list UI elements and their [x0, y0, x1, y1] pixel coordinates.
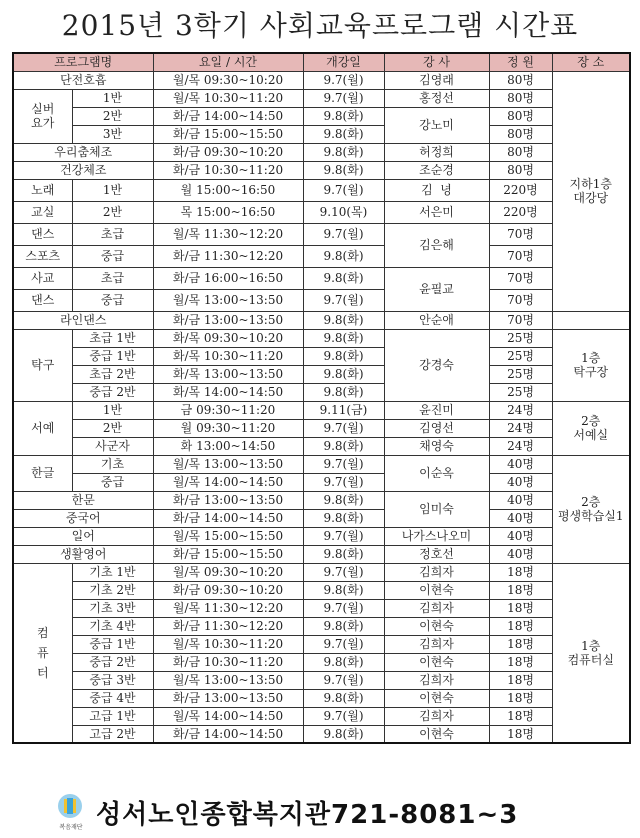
program-sub: 중급 2반	[72, 383, 153, 401]
col-header-program: 프로그램명	[13, 53, 153, 71]
time-cell: 월/목 13:00~13:50	[153, 671, 303, 689]
time-cell: 화/금 15:00~15:50	[153, 545, 303, 563]
teacher-cell: 서은미	[384, 201, 489, 223]
time-cell: 월/목 09:30~10:20	[153, 563, 303, 581]
time-cell: 월/목 11:30~12:20	[153, 223, 303, 245]
table-row	[13, 125, 630, 143]
time-cell: 화 13:00~14:50	[153, 437, 303, 455]
capacity-cell: 18명	[489, 617, 552, 635]
date-cell: 9.8(화)	[303, 545, 384, 563]
program-name: 건강체조	[13, 161, 153, 179]
teacher-cell: 김은해	[384, 223, 489, 267]
capacity-cell: 24명	[489, 419, 552, 437]
location-room: 탁구장	[573, 365, 609, 379]
time-cell: 월/목 10:30~11:20	[153, 89, 303, 107]
table-row	[13, 107, 630, 125]
date-cell: 9.7(월)	[303, 179, 384, 201]
date-cell: 9.7(월)	[303, 71, 384, 89]
teacher-cell: 홍정선	[384, 89, 489, 107]
date-cell: 9.7(월)	[303, 223, 384, 245]
date-cell: 9.8(화)	[303, 491, 384, 509]
table-row	[13, 201, 630, 223]
program-group: 탁구	[13, 329, 72, 401]
table-row	[13, 329, 630, 347]
location-floor: 1층	[581, 351, 601, 365]
location-room: 서예실	[573, 428, 609, 442]
location-floor: 지하1층	[569, 177, 612, 191]
time-cell: 화/금 13:00~13:50	[153, 491, 303, 509]
program-sub: 중급	[72, 245, 153, 267]
time-cell: 화/금 11:30~12:20	[153, 245, 303, 267]
date-cell: 9.8(화)	[303, 437, 384, 455]
teacher-cell: 김영래	[384, 71, 489, 89]
table-row	[13, 267, 630, 289]
time-cell: 화/금 14:00~14:50	[153, 725, 303, 743]
capacity-cell: 25명	[489, 329, 552, 347]
capacity-cell: 80명	[489, 161, 552, 179]
col-header-teacher: 강 사	[384, 53, 489, 71]
time-cell: 월/목 13:00~13:50	[153, 455, 303, 473]
program-sub: 초급	[72, 223, 153, 245]
time-cell: 월/목 14:00~14:50	[153, 473, 303, 491]
time-cell: 화/목 14:00~14:50	[153, 383, 303, 401]
program-sub: 기초	[72, 455, 153, 473]
teacher-cell: 조순경	[384, 161, 489, 179]
location-cell	[552, 563, 630, 743]
table-row	[13, 509, 630, 527]
time-cell: 화/금 09:30~10:20	[153, 143, 303, 161]
program-group: 스포츠	[13, 245, 72, 267]
program-group	[13, 89, 72, 143]
teacher-cell: 정호선	[384, 545, 489, 563]
teacher-cell: 강경숙	[384, 329, 489, 401]
table-row	[13, 563, 630, 581]
table-row	[13, 161, 630, 179]
teacher-cell: 이현숙	[384, 617, 489, 635]
table-row	[13, 419, 630, 437]
teacher-cell: 김희자	[384, 563, 489, 581]
table-row	[13, 491, 630, 509]
date-cell: 9.8(화)	[303, 617, 384, 635]
time-cell: 화/금 14:00~14:50	[153, 107, 303, 125]
program-sub: 3반	[72, 125, 153, 143]
capacity-cell: 18명	[489, 653, 552, 671]
capacity-cell: 18명	[489, 671, 552, 689]
date-cell: 9.7(월)	[303, 527, 384, 545]
time-cell: 화/목 09:30~10:20	[153, 329, 303, 347]
col-header-time: 요일 / 시간	[153, 53, 303, 71]
capacity-cell: 24명	[489, 437, 552, 455]
location-room: 컴퓨터실	[567, 652, 614, 667]
program-group: 교실	[13, 201, 72, 223]
date-cell: 9.7(월)	[303, 599, 384, 617]
location-cell	[552, 71, 630, 311]
time-cell: 화/금 13:00~13:50	[153, 311, 303, 329]
location-floor: 1층	[581, 638, 601, 653]
program-sub: 2반	[72, 419, 153, 437]
date-cell: 9.8(화)	[303, 161, 384, 179]
time-cell: 화/금 14:00~14:50	[153, 509, 303, 527]
program-sub: 중급 4반	[72, 689, 153, 707]
capacity-cell: 24명	[489, 401, 552, 419]
col-header-location: 장 소	[552, 53, 630, 71]
teacher-cell: 윤필교	[384, 267, 489, 311]
teacher-cell: 이현숙	[384, 653, 489, 671]
date-cell: 9.7(월)	[303, 89, 384, 107]
capacity-cell: 25명	[489, 383, 552, 401]
program-name: 일어	[13, 527, 153, 545]
capacity-cell: 40명	[489, 455, 552, 473]
time-cell: 월/목 13:00~13:50	[153, 289, 303, 311]
date-cell: 9.7(월)	[303, 707, 384, 725]
teacher-cell: 김 녕	[384, 179, 489, 201]
location-cell	[552, 401, 630, 455]
time-cell: 금 09:30~11:20	[153, 401, 303, 419]
time-cell: 월 15:00~16:50	[153, 179, 303, 201]
date-cell: 9.8(화)	[303, 383, 384, 401]
date-cell: 9.11(금)	[303, 401, 384, 419]
date-cell: 9.7(월)	[303, 473, 384, 491]
program-sub: 기초 4반	[72, 617, 153, 635]
time-cell: 월/목 09:30~10:20	[153, 71, 303, 89]
time-cell: 월/목 15:00~15:50	[153, 527, 303, 545]
group-label: 퓨	[36, 645, 49, 660]
table-row	[13, 383, 630, 401]
table-row	[13, 617, 630, 635]
date-cell: 9.8(화)	[303, 311, 384, 329]
capacity-cell: 18명	[489, 635, 552, 653]
table-row	[13, 635, 630, 653]
logo-caption: 복음재단	[59, 824, 83, 831]
table-row	[13, 473, 630, 491]
footer	[0, 790, 640, 838]
group-label: 실버	[31, 102, 55, 116]
teacher-cell: 이현숙	[384, 689, 489, 707]
date-cell: 9.7(월)	[303, 635, 384, 653]
date-cell: 9.8(화)	[303, 365, 384, 383]
table-row	[13, 143, 630, 161]
table-header-row	[13, 53, 630, 71]
time-cell: 화/금 10:30~11:20	[153, 653, 303, 671]
capacity-cell: 40명	[489, 527, 552, 545]
col-header-capacity: 정 원	[489, 53, 552, 71]
teacher-cell: 윤진미	[384, 401, 489, 419]
group-label: 요가	[31, 116, 55, 130]
teacher-cell: 채영숙	[384, 437, 489, 455]
table-row	[13, 527, 630, 545]
time-cell: 목 15:00~16:50	[153, 201, 303, 223]
location-room: 대강당	[573, 191, 609, 205]
time-cell: 화/금 11:30~12:20	[153, 617, 303, 635]
table-row	[13, 179, 630, 201]
time-cell: 화/금 10:30~11:20	[153, 161, 303, 179]
program-group: 노래	[13, 179, 72, 201]
program-sub: 1반	[72, 89, 153, 107]
teacher-cell: 나가스나오미	[384, 527, 489, 545]
program-sub: 기초 3반	[72, 599, 153, 617]
capacity-cell: 18명	[489, 689, 552, 707]
table-row	[13, 599, 630, 617]
capacity-cell: 18명	[489, 725, 552, 743]
program-name: 우리춤체조	[13, 143, 153, 161]
capacity-cell: 18명	[489, 581, 552, 599]
col-header-start-date: 개강일	[303, 53, 384, 71]
capacity-cell: 25명	[489, 365, 552, 383]
teacher-cell: 안순애	[384, 311, 489, 329]
time-cell: 화/목 10:30~11:20	[153, 347, 303, 365]
time-cell: 화/금 16:00~16:50	[153, 267, 303, 289]
teacher-cell: 김희자	[384, 671, 489, 689]
capacity-cell: 18명	[489, 563, 552, 581]
date-cell: 9.8(화)	[303, 107, 384, 125]
table-row	[13, 89, 630, 107]
date-cell: 9.7(월)	[303, 455, 384, 473]
date-cell: 9.8(화)	[303, 329, 384, 347]
capacity-cell: 40명	[489, 545, 552, 563]
time-cell: 월/목 11:30~12:20	[153, 599, 303, 617]
foundation-logo-icon	[52, 794, 86, 834]
date-cell: 9.8(화)	[303, 143, 384, 161]
time-cell: 화/금 13:00~13:50	[153, 689, 303, 707]
program-name: 생활영어	[13, 545, 153, 563]
program-sub: 기초 1반	[72, 563, 153, 581]
time-cell: 월/목 14:00~14:50	[153, 707, 303, 725]
program-sub: 기초 2반	[72, 581, 153, 599]
program-sub: 1반	[72, 179, 153, 201]
teacher-cell: 김희자	[384, 599, 489, 617]
location-floor: 2층	[581, 495, 601, 509]
location-cell	[552, 455, 630, 563]
date-cell: 9.8(화)	[303, 267, 384, 289]
capacity-cell: 70명	[489, 289, 552, 311]
program-sub: 2반	[72, 107, 153, 125]
table-row	[13, 545, 630, 563]
schedule-table	[12, 52, 631, 744]
date-cell: 9.8(화)	[303, 509, 384, 527]
capacity-cell: 18명	[489, 707, 552, 725]
time-cell: 월/목 10:30~11:20	[153, 635, 303, 653]
location-floor: 2층	[581, 414, 601, 428]
teacher-cell: 김희자	[384, 707, 489, 725]
table-row	[13, 707, 630, 725]
capacity-cell: 80명	[489, 89, 552, 107]
capacity-cell: 70명	[489, 311, 552, 329]
program-name: 한문	[13, 491, 153, 509]
program-sub: 고급 2반	[72, 725, 153, 743]
program-sub: 고급 1반	[72, 707, 153, 725]
program-sub: 초급	[72, 267, 153, 289]
capacity-cell: 70명	[489, 245, 552, 267]
capacity-cell: 220명	[489, 179, 552, 201]
table-row	[13, 455, 630, 473]
table-row	[13, 725, 630, 743]
capacity-cell: 80명	[489, 143, 552, 161]
capacity-cell: 80명	[489, 71, 552, 89]
program-name: 중국어	[13, 509, 153, 527]
location-cell	[552, 329, 630, 401]
program-sub: 2반	[72, 201, 153, 223]
table-row	[13, 245, 630, 267]
table-row	[13, 71, 630, 89]
date-cell: 9.7(월)	[303, 671, 384, 689]
program-group: 한글	[13, 455, 72, 491]
teacher-cell: 강노미	[384, 107, 489, 143]
table-row	[13, 347, 630, 365]
table-row	[13, 365, 630, 383]
date-cell: 9.7(월)	[303, 289, 384, 311]
date-cell: 9.7(월)	[303, 419, 384, 437]
contact-info: 성서노인종합복지관721-8081~3	[96, 800, 519, 830]
program-sub: 중급	[72, 473, 153, 491]
program-name: 단전호흡	[13, 71, 153, 89]
capacity-cell: 18명	[489, 599, 552, 617]
table-row	[13, 289, 630, 311]
date-cell: 9.8(화)	[303, 689, 384, 707]
capacity-cell: 70명	[489, 223, 552, 245]
table-row	[13, 223, 630, 245]
capacity-cell: 70명	[489, 267, 552, 289]
date-cell: 9.8(화)	[303, 653, 384, 671]
capacity-cell: 80명	[489, 107, 552, 125]
program-sub: 중급 1반	[72, 635, 153, 653]
program-sub: 중급 1반	[72, 347, 153, 365]
program-sub: 중급 2반	[72, 653, 153, 671]
program-group: 사교	[13, 267, 72, 289]
program-sub: 1반	[72, 401, 153, 419]
date-cell: 9.10(목)	[303, 201, 384, 223]
table-row	[13, 311, 630, 329]
date-cell: 9.8(화)	[303, 245, 384, 267]
teacher-cell: 김희자	[384, 635, 489, 653]
capacity-cell: 80명	[489, 125, 552, 143]
table-row	[13, 671, 630, 689]
teacher-cell: 김영선	[384, 419, 489, 437]
date-cell: 9.8(화)	[303, 125, 384, 143]
teacher-cell: 이현숙	[384, 725, 489, 743]
date-cell: 9.8(화)	[303, 725, 384, 743]
table-row	[13, 581, 630, 599]
group-label: 컴	[36, 625, 49, 640]
program-sub: 초급 2반	[72, 365, 153, 383]
program-sub: 초급 1반	[72, 329, 153, 347]
program-group: 댄스	[13, 223, 72, 245]
teacher-cell: 이순옥	[384, 455, 489, 491]
program-sub: 사군자	[72, 437, 153, 455]
program-name: 라인댄스	[13, 311, 153, 329]
group-label: 터	[36, 665, 49, 680]
time-cell: 월 09:30~11:20	[153, 419, 303, 437]
teacher-cell: 임미숙	[384, 491, 489, 527]
table-row	[13, 653, 630, 671]
program-group: 서예	[13, 401, 72, 455]
page-title: 2015년 3학기 사회교육프로그램 시간표	[61, 9, 579, 42]
time-cell: 화/금 09:30~10:20	[153, 581, 303, 599]
capacity-cell: 40명	[489, 473, 552, 491]
program-sub: 중급	[72, 289, 153, 311]
table-row	[13, 437, 630, 455]
time-cell: 화/금 15:00~15:50	[153, 125, 303, 143]
program-group	[13, 563, 72, 743]
date-cell: 9.8(화)	[303, 347, 384, 365]
capacity-cell: 40명	[489, 509, 552, 527]
time-cell: 화/목 13:00~13:50	[153, 365, 303, 383]
capacity-cell: 40명	[489, 491, 552, 509]
teacher-cell: 이현숙	[384, 581, 489, 599]
teacher-cell: 허정희	[384, 143, 489, 161]
date-cell: 9.7(월)	[303, 563, 384, 581]
capacity-cell: 220명	[489, 201, 552, 223]
table-row	[13, 401, 630, 419]
program-sub: 중급 3반	[72, 671, 153, 689]
date-cell: 9.8(화)	[303, 581, 384, 599]
program-group: 댄스	[13, 289, 72, 311]
table-row	[13, 689, 630, 707]
capacity-cell: 25명	[489, 347, 552, 365]
location-room: 평생학습실1	[557, 509, 624, 523]
